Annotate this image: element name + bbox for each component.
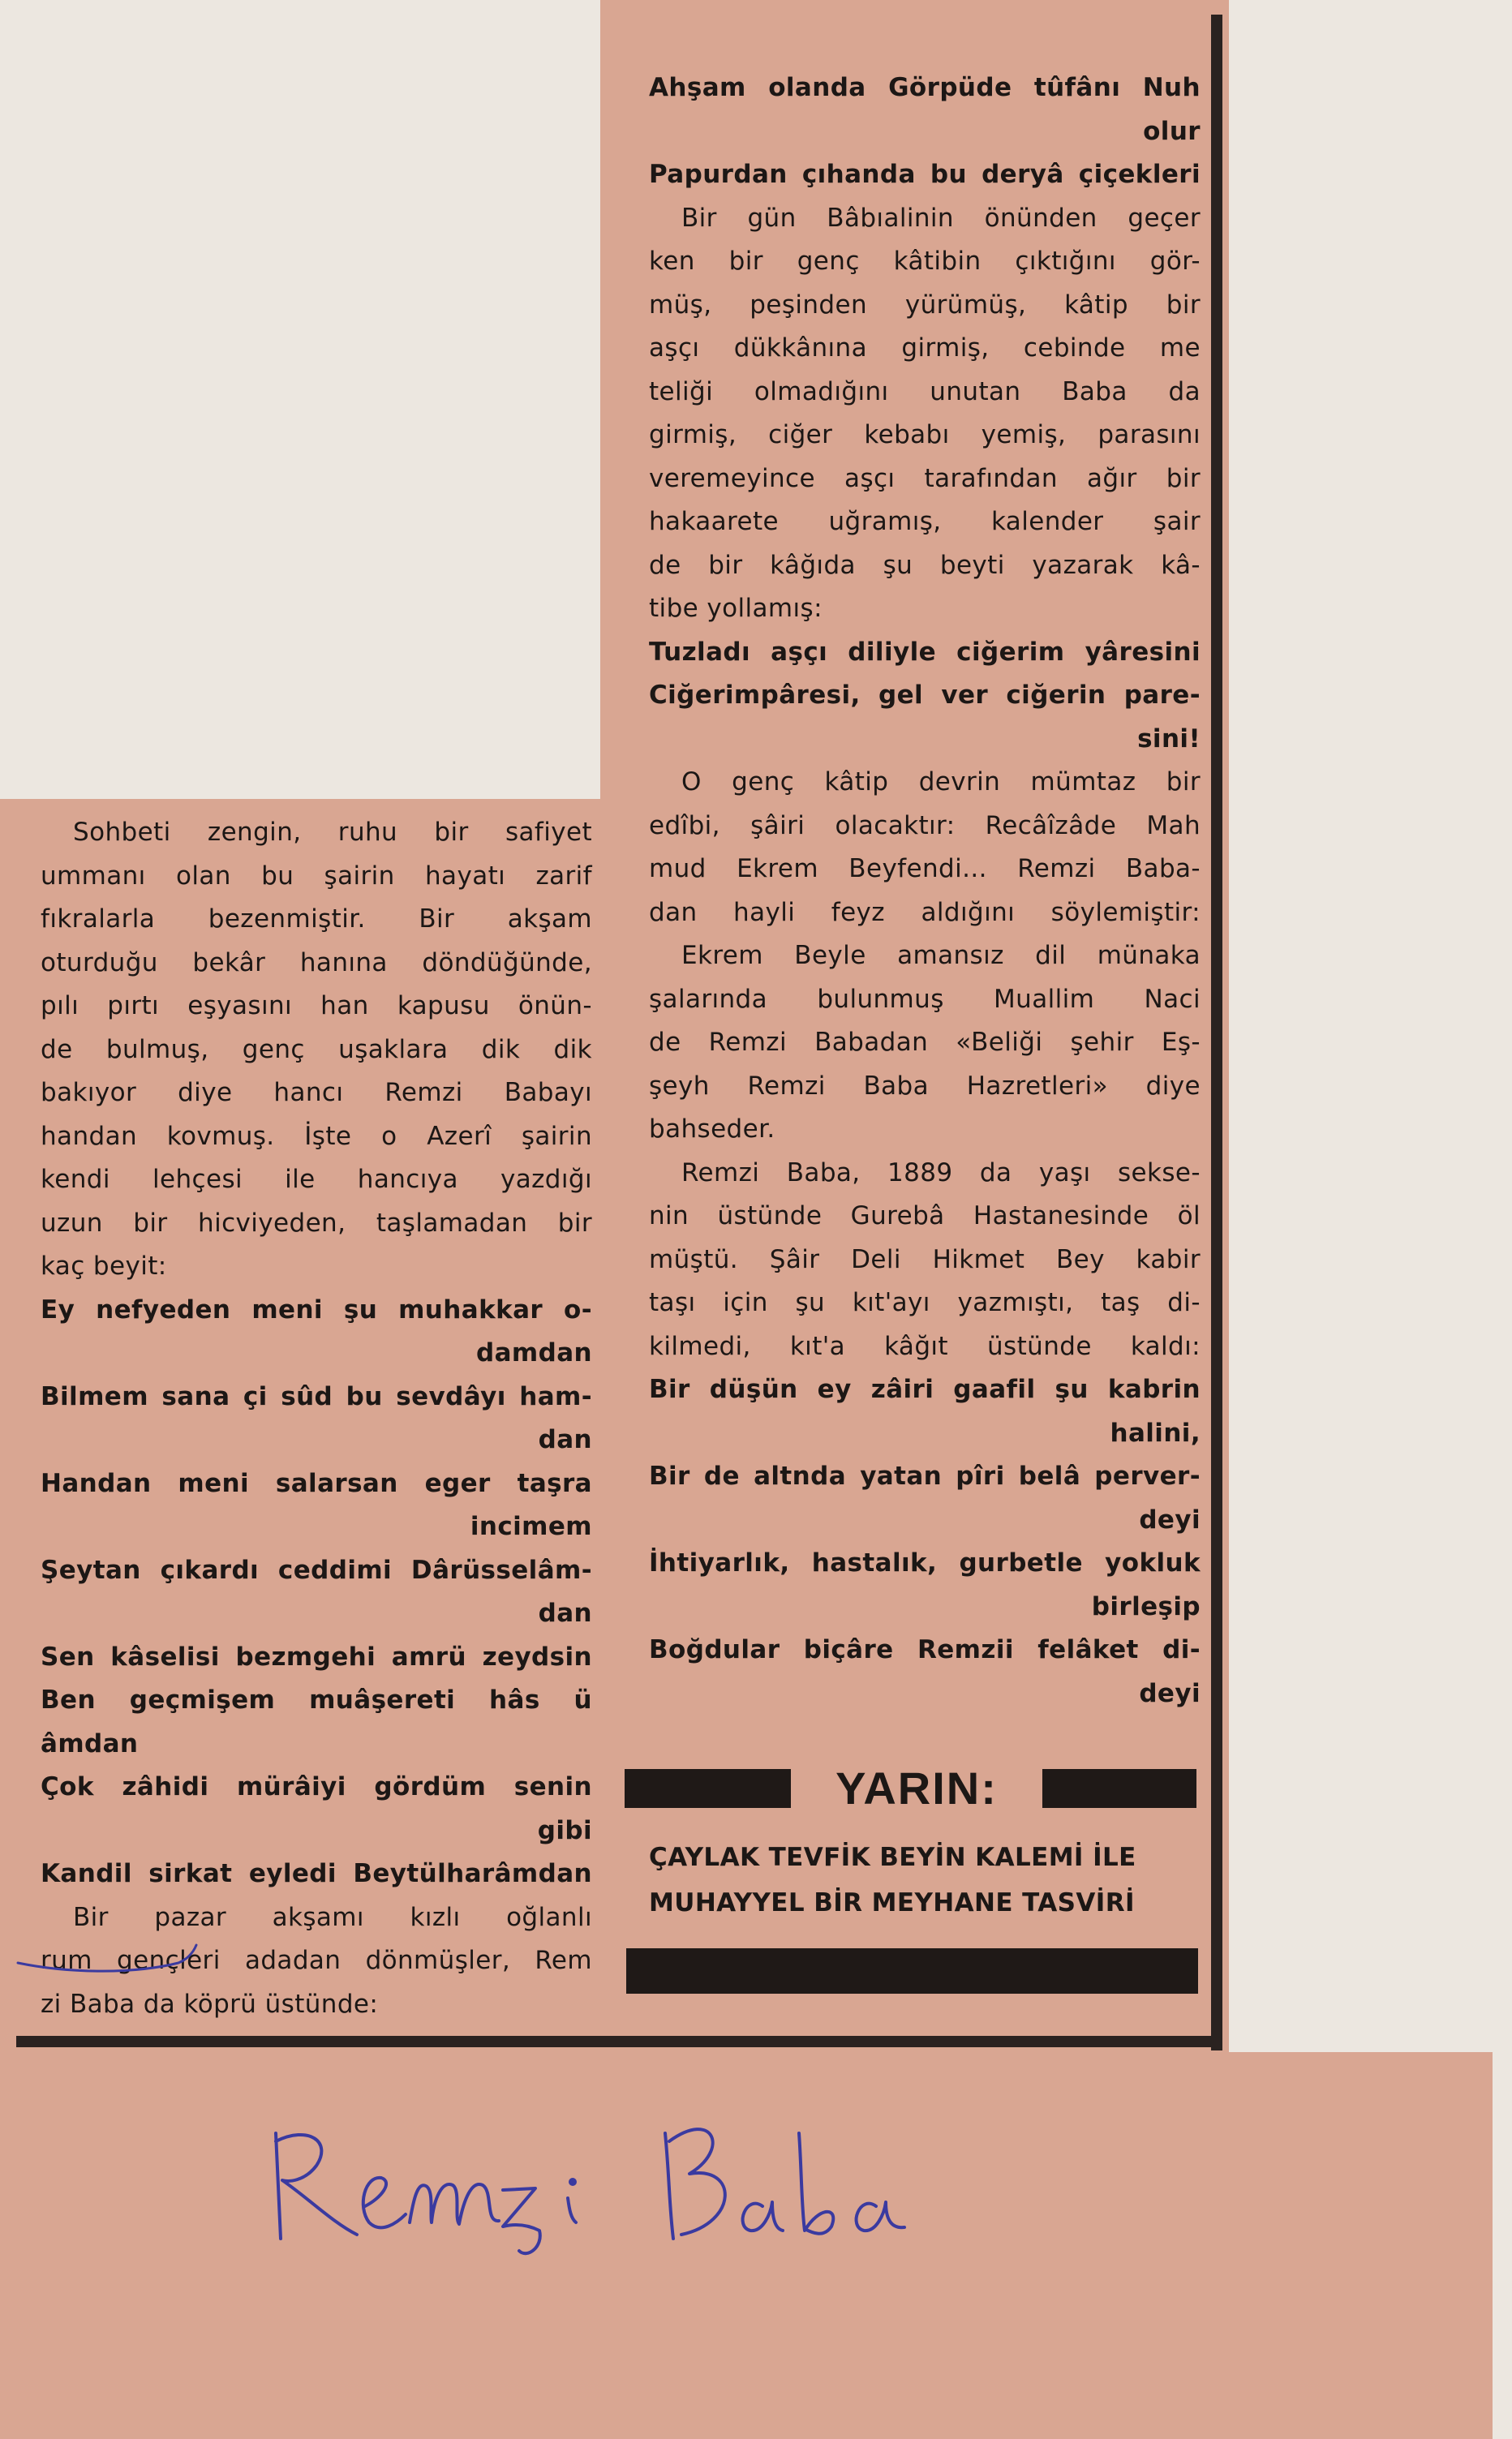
text-line: incimem <box>470 1512 592 1541</box>
text-line: Papurdan çıhanda bu deryâ çiçekleri <box>649 160 1201 189</box>
text-line: Handan meni salarsan eger taşra <box>41 1468 592 1498</box>
text-line: halini, <box>1110 1418 1201 1448</box>
left-column <box>41 811 592 2026</box>
text-line: bahseder. <box>649 1114 775 1144</box>
text-line: girmiş, ciğer kebabı yemiş, parasını <box>649 420 1201 449</box>
right-column <box>649 67 1201 1715</box>
text-line: rum gençleri adadan dönmüşler, Rem <box>41 1946 592 1975</box>
text-line: İhtiyarlık, hastalık, gurbetle yokluk <box>649 1548 1201 1578</box>
text-line: Şeytan çıkardı ceddimi Dârüsselâm- <box>41 1555 592 1585</box>
text-line: müştü. Şâir Deli Hikmet Bey kabir <box>649 1244 1201 1274</box>
text-line: Bir gün Bâbıalinin önünden geçer <box>681 203 1201 233</box>
text-line: oturduğu bekâr hanına döndüğünde, <box>41 947 592 977</box>
text-line: uzun bir hicviyeden, taşlamadan bir <box>41 1208 592 1238</box>
text-line: zi Baba da köprü üstünde: <box>41 1989 379 2019</box>
text-line: de bulmuş, genç uşaklara dik dik <box>41 1034 592 1064</box>
text-line: de bir kâğıda şu beyti yazarak kâ- <box>649 550 1201 580</box>
text-line: veremeyince aşçı tarafından ağır bir <box>649 463 1201 493</box>
text-line: fıkralarla bezenmiştir. Bir akşam <box>41 904 592 934</box>
text-line: aşçı dükkânına girmiş, cebinde me <box>649 333 1201 363</box>
clipping-cutout-top-left <box>0 0 600 799</box>
text-line: Remzi Baba, 1889 da yaşı sekse- <box>681 1157 1201 1187</box>
text-line: kilmedi, kıt'a kâğıt üstünde kaldı: <box>649 1331 1201 1361</box>
announcement-line-1: ÇAYLAK TEVFİK BEYİN KALEMİ İLE <box>649 1843 1136 1872</box>
text-line: taşı için şu kıt'ayı yazmıştı, taş di- <box>649 1288 1201 1317</box>
text-line: de Remzi Babadan «Beliği şehir Eş- <box>649 1028 1201 1057</box>
text-line: Kandil sirkat eyledi Beytülharâmdan <box>41 1859 592 1888</box>
text-line: şeyh Remzi Baba Hazretleri» diye <box>649 1071 1201 1101</box>
text-line: Sen kâselisi bezmgehi amrü zeydsin <box>41 1642 592 1672</box>
column-rule-right <box>1211 15 1222 2050</box>
text-line: kaç beyit: <box>41 1252 167 1281</box>
text-line: Tuzladı aşçı diliyle ciğerim yâresini <box>649 637 1201 667</box>
announcement-line-2: MUHAYYEL BİR MEYHANE TASVİRİ <box>649 1888 1135 1917</box>
text-line: dan hayli feyz aldığını söylemiştir: <box>649 897 1201 927</box>
text-line: Bir de altnda yatan pîri belâ perver- <box>649 1462 1201 1491</box>
text-line: pılı pırtı eşyasını han kapusu önün- <box>41 991 592 1020</box>
text-line: sini! <box>1137 724 1201 754</box>
heading-bar-right <box>1042 1769 1196 1808</box>
announcement-heading-row <box>625 1762 1196 1815</box>
announcement-heading: YARIN: <box>835 1763 998 1814</box>
text-line: Çok zâhidi mürâiyi gördüm senin <box>41 1772 592 1801</box>
text-line: teliği olmadığını unutan Baba da <box>649 376 1201 406</box>
text-line: Ey nefyeden meni şu muhakkar o- <box>41 1295 592 1325</box>
text-line: O genç kâtip devrin mümtaz bir <box>681 767 1201 797</box>
text-line: Ciğerimpâresi, gel ver ciğerin pare- <box>649 681 1201 710</box>
text-line: bakıyor diye hancı Remzi Babayı <box>41 1078 592 1107</box>
text-line: birleşip <box>1091 1591 1201 1621</box>
text-line: Ekrem Beyle amansız dil münaka <box>681 941 1201 970</box>
heading-bar-left <box>625 1769 791 1808</box>
text-line: şalarında bulunmuş Muallim Naci <box>649 984 1201 1014</box>
text-line: dan <box>538 1599 592 1628</box>
text-line: mud Ekrem Beyfendi... Remzi Baba- <box>649 854 1201 883</box>
text-line: Boğdular biçâre Remzii felâket di- <box>649 1635 1201 1664</box>
column-rule-bottom <box>16 2036 1222 2047</box>
text-line: ummanı olan bu şairin hayatı zarif <box>41 861 592 891</box>
announcement-bottom-bar <box>626 1948 1198 1994</box>
text-line: müş, peşinden yürümüş, kâtip bir <box>649 290 1201 320</box>
handwritten-note <box>260 2085 990 2263</box>
text-line: Bir düşün ey zâiri gaafil şu kabrin <box>649 1375 1201 1404</box>
text-line: dan <box>538 1425 592 1454</box>
text-line: kendi lehçesi ile hancıya yazdığı <box>41 1165 592 1194</box>
text-line: tibe yollamış: <box>649 594 823 623</box>
text-line: handan kovmuş. İşte o Azerî şairin <box>41 1121 592 1151</box>
announcement-body <box>649 1835 1201 1926</box>
text-line: Bilmem sana çi sûd bu sevdâyı ham- <box>41 1381 592 1411</box>
clipping-margin-right-lower <box>1493 2052 1512 2439</box>
text-line: ken bir genç kâtibin çıktığını gör- <box>649 247 1201 276</box>
text-line: Ben geçmişem muâşereti hâs ü âmdan <box>41 1685 592 1758</box>
text-line: nin üstünde Gurebâ Hastanesinde öl <box>649 1201 1201 1230</box>
text-line: gibi <box>537 1815 592 1845</box>
text-line: edîbi, şâiri olacaktır: Recâîzâde Mah <box>649 810 1201 840</box>
text-line: olur <box>1143 116 1201 146</box>
text-line: deyi <box>1139 1678 1201 1708</box>
text-line: Ahşam olanda Görpüde tûfânı Nuh <box>649 73 1201 102</box>
text-line: Sohbeti zengin, ruhu bir safiyet <box>73 818 592 847</box>
pencil-mark <box>16 1930 211 1979</box>
text-line: deyi <box>1139 1505 1201 1535</box>
text-line: Bir pazar akşamı kızlı oğlanlı <box>73 1902 592 1932</box>
clipping-margin-right <box>1229 0 1512 2052</box>
text-line: damdan <box>476 1338 592 1368</box>
text-line: hakaarete uğramış, kalender şair <box>649 507 1201 536</box>
